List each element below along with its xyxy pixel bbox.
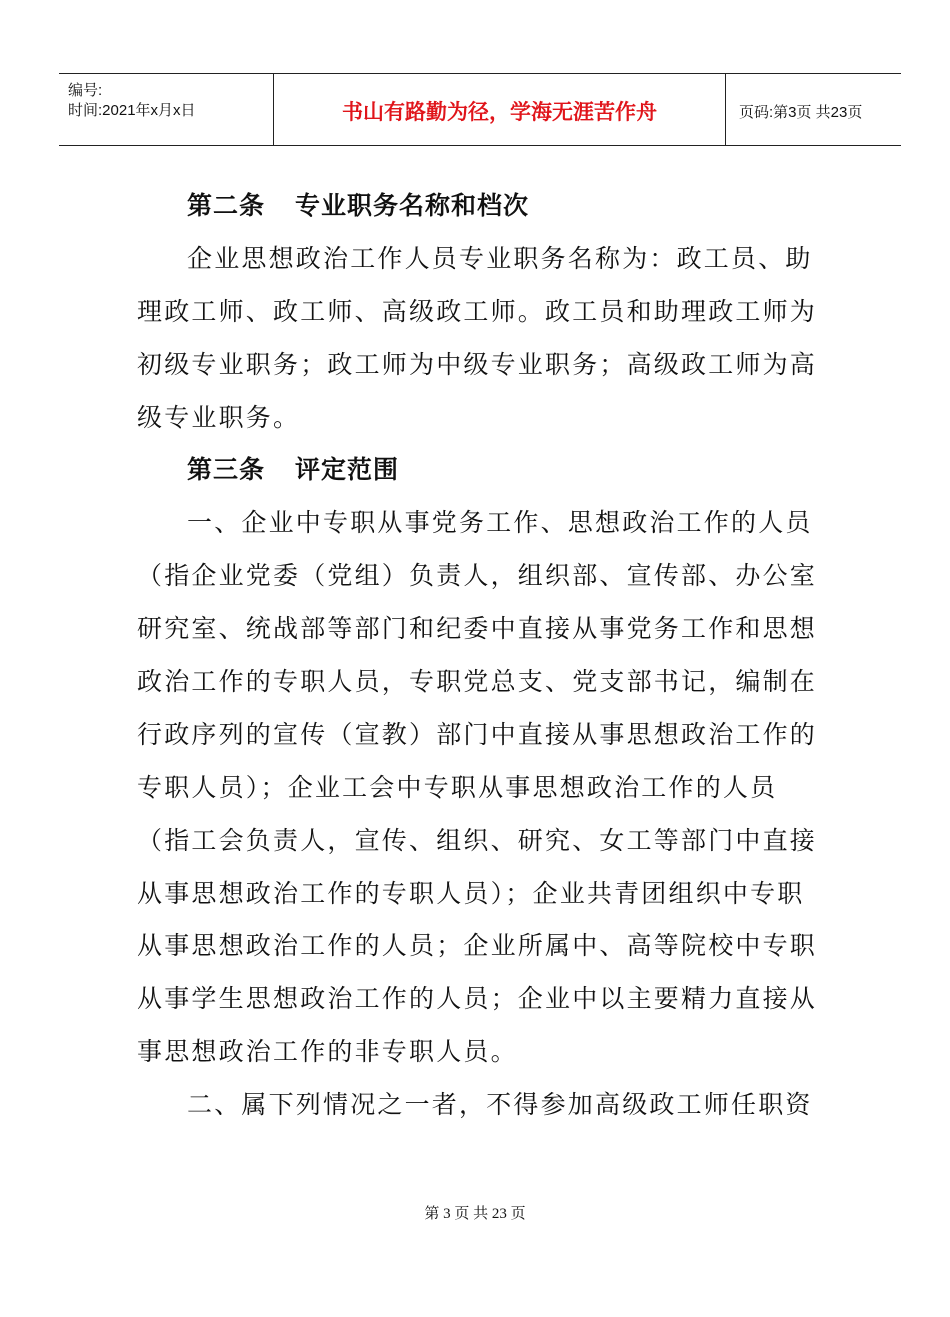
- document-number-label: 编号:: [68, 82, 103, 99]
- paragraph-line: 政治工作的专职人员，专职党总支、党支部书记，编制在: [137, 667, 818, 697]
- paragraph-line: 企业思想政治工作人员专业职务名称为：政工员、助: [187, 243, 813, 273]
- document-body: [137, 180, 827, 1132]
- paragraph-line: （指工会负责人，宣传、组织、研究、女工等部门中直接: [137, 825, 818, 855]
- header-page-cell: [725, 74, 901, 145]
- paragraph-line: 理政工师、政工师、高级政工师。政工员和助理政工师为: [137, 296, 818, 326]
- header-motto-cell: [273, 74, 726, 145]
- article-3-title: 第三条: [187, 455, 266, 485]
- header-meta-cell: [59, 74, 273, 145]
- paragraph-line: 从事思想政治工作的人员；企业所属中、高等院校中专职: [137, 931, 818, 961]
- header-motto: 书山有路勤为径，学海无涯苦作舟: [342, 100, 657, 124]
- paragraph-line: 从事学生思想政治工作的人员；企业中以主要精力直接从: [137, 984, 818, 1014]
- paragraph-line: 研究室、统战部等部门和纪委中直接从事党务工作和思想: [137, 614, 818, 644]
- article-2-title: 第二条: [187, 191, 266, 220]
- paragraph-line: 专职人员）；企业工会中专职从事思想政治工作的人员: [137, 772, 778, 802]
- paragraph-line: 行政序列的宣传（宣教）部门中直接从事思想政治工作的: [137, 719, 818, 749]
- page-header: [59, 73, 901, 146]
- paragraph-line: 一、企业中专职从事党务工作、思想政治工作的人员: [187, 508, 813, 538]
- document-date-label: 时间:2021年x月x日: [68, 102, 196, 119]
- paragraph-line: 二、属下列情况之一者，不得参加高级政工师任职资: [187, 1090, 813, 1120]
- paragraph-line: 从事思想政治工作的专职人员）；企业共青团组织中专职: [137, 878, 805, 908]
- paragraph-line: 级专业职务。: [137, 402, 301, 432]
- paragraph-line: （指企业党委（党组）负责人，组织部、宣传部、办公室: [137, 561, 818, 591]
- page-footer: 第 3 页 共 23 页: [424, 1206, 526, 1222]
- article-2-subtitle: 专业职务名称和档次: [295, 191, 530, 220]
- paragraph-line: 初级专业职务；政工师为中级专业职务；高级政工师为高: [137, 349, 818, 379]
- article-3-heading: [137, 444, 827, 497]
- paragraph-line: 事思想政治工作的非专职人员。: [137, 1037, 518, 1067]
- header-page-info: 页码:第3页 共23页: [739, 104, 863, 121]
- article-2-heading: [137, 180, 827, 233]
- article-3-subtitle: 评定范围: [295, 455, 400, 485]
